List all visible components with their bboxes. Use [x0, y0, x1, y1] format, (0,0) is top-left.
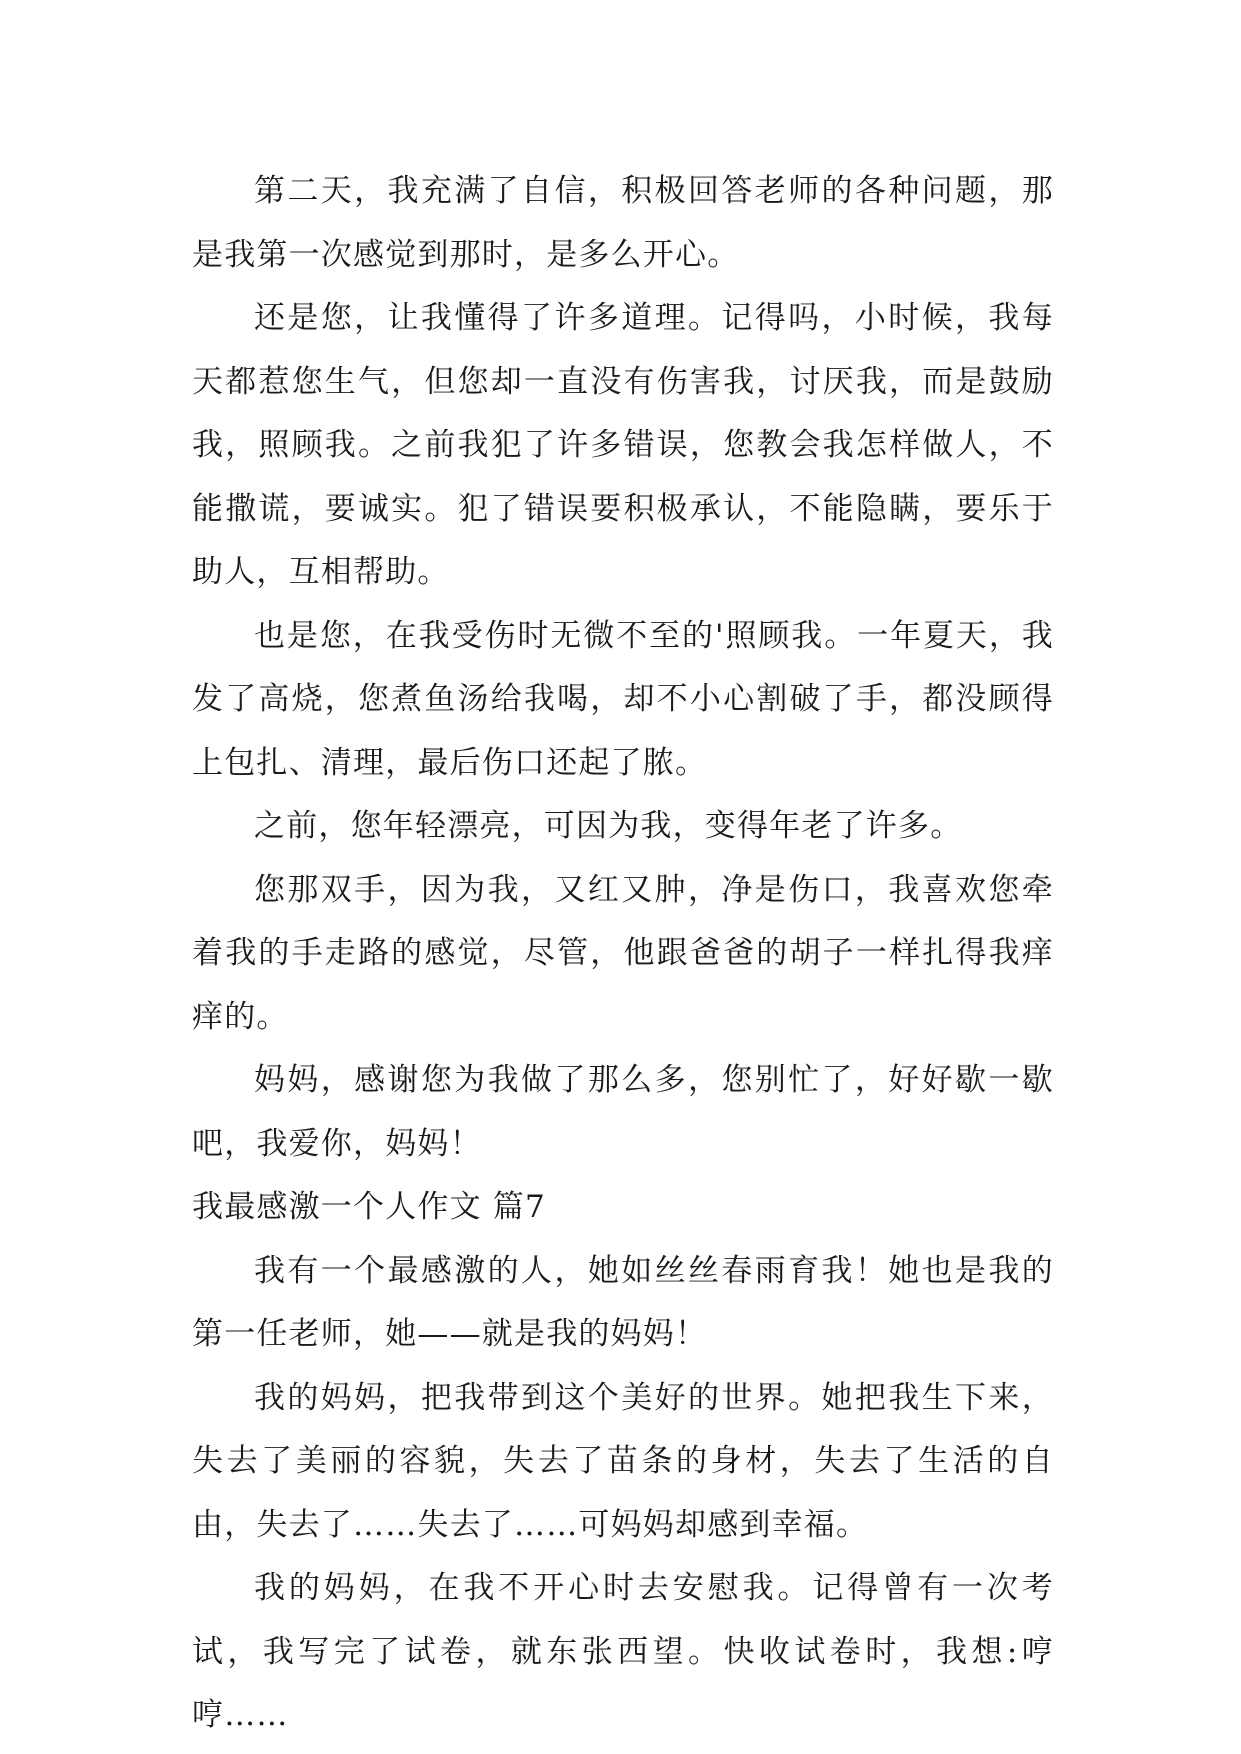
section-heading: 我最感激一个人作文 篇7 [192, 1189, 546, 1225]
paragraph: 第二天，我充满了自信，积极回答老师的各种问题，那是我第一次感觉到那时，是多么开心。 [192, 173, 1054, 273]
paragraph: 也是您，在我受伤时无微不至的'照顾我。一年夏天，我发了高烧，您煮鱼汤给我喝，却不小心割破了手，都没顾得上包扎、清理，最后伤口还起了脓。 [192, 617, 1054, 781]
paragraph: 我有一个最感激的人，她如丝丝春雨育我！她也是我的第一任老师，她——就是我的妈妈！ [192, 1252, 1054, 1352]
paragraph: 还是您，让我懂得了许多道理。记得吗，小时候，我每天都惹您生气，但您却一直没有伤害我，讨厌我，而是鼓励我，照顾我。之前我犯了许多错误，您教会我怎样做人，不能撒谎，要诚实。犯了错误要积极承认，不能隐瞒，要乐于助人，互相帮助。 [192, 300, 1054, 590]
paragraph: 妈妈，感谢您为我做了那么多，您别忙了，好好歇一歇吧，我爱你，妈妈！ [192, 1062, 1054, 1162]
paragraph: 我的妈妈，在我不开心时去安慰我。记得曾有一次考试，我写完了试卷，就东张西望。快收试卷时，我想:哼哼…… [192, 1570, 1054, 1733]
paragraph: 您那双手，因为我，又红又肿，净是伤口，我喜欢您牵着我的手走路的感觉，尽管，他跟爸爸的胡子一样扎得我痒痒的。 [192, 871, 1054, 1035]
paragraph: 之前，您年轻漂亮，可因为我，变得年老了许多。 [254, 808, 963, 844]
paragraph: 我的妈妈，把我带到这个美好的世界。她把我生下来，失去了美丽的容貌，失去了苗条的身材，失去了生活的自由，失去了……失去了……可妈妈却感到幸福。 [192, 1379, 1054, 1543]
essay-text [192, 160, 1054, 1748]
